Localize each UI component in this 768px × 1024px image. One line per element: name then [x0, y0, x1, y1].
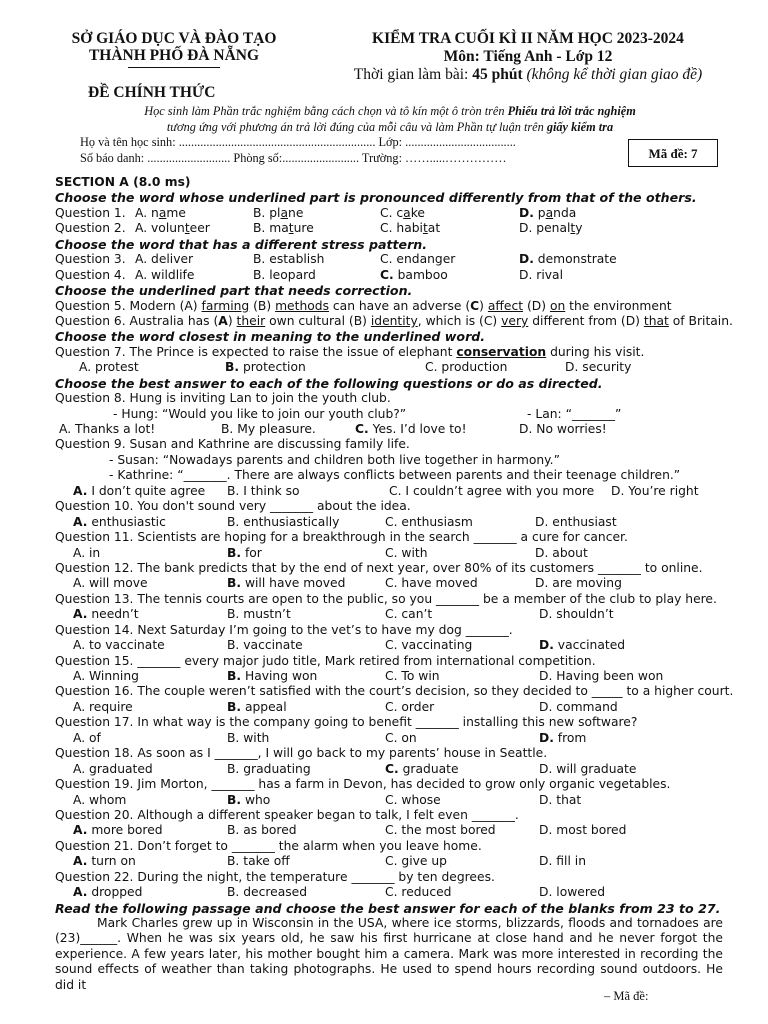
option-c: C. have moved: [385, 576, 478, 591]
option-d: D. penalty: [519, 221, 583, 236]
instr-text-2: tương ứng với phương án trả lời đúng của mỗi câu và làm Phần tự luận trên: [166, 120, 547, 134]
option-a: A. wildlife: [135, 267, 195, 282]
option-b: B. mature: [253, 221, 314, 236]
question-9: Question 9. Susan and Kathrine are discussing family life.: [55, 437, 410, 452]
exam-subject: Môn: Tiếng Anh - Lớp 12: [443, 48, 613, 65]
option-a: A. turn on: [73, 854, 136, 869]
question-22-options: [55, 885, 725, 900]
option-c: C. endanger: [380, 252, 456, 267]
instr-bold-1: Phiếu trả lời trắc nghiệm: [507, 104, 636, 118]
instruction-line-1: [70, 103, 710, 119]
option-b: B. appeal: [227, 699, 287, 714]
question-19: Question 19. Jim Morton, _______ has a farm in Devon, has decided to grow only organic vegetables.: [55, 777, 671, 792]
question-22: Question 22. During the night, the temperature _______ by ten degrees.: [55, 869, 495, 884]
option-c: C. bamboo: [380, 267, 448, 282]
question-11-options: [55, 546, 725, 561]
q9-susan: - Susan: “Nowadays parents and children both live together in harmony.”: [109, 452, 560, 467]
option-d: D. shouldn’t: [539, 607, 614, 622]
option-d: D. security: [565, 360, 632, 375]
option-d: D. Having been won: [539, 669, 664, 683]
option-c: C. can’t: [385, 607, 433, 622]
option-b: B. will have moved: [227, 576, 346, 591]
option-b: B. as bored: [227, 823, 297, 838]
option-a: A. more bored: [73, 823, 163, 838]
question-21: Question 21. Don’t forget to _______ the alarm when you leave home.: [55, 838, 482, 853]
option-c: C. To win: [385, 669, 440, 683]
exam-body: [55, 175, 734, 993]
q7-stem-2: during his visit.: [546, 344, 645, 359]
option-b: B. for: [227, 545, 262, 560]
option-a: A. enthusiastic: [73, 514, 166, 529]
exam-time: [318, 66, 738, 84]
question-5: Question 5. Modern (A) farming (B) methods can have an adverse (C) affect (D) on the environment: [55, 298, 672, 313]
question-13-options: [55, 607, 725, 622]
footer-exam-code: – Mã đề:: [604, 989, 649, 1003]
option-d: D. lowered: [539, 885, 606, 900]
question-18-options: [55, 762, 725, 777]
option-a: A. require: [73, 699, 133, 714]
instructions: [70, 103, 710, 135]
question-10: Question 10. You don't sound very _______ about the idea.: [55, 499, 411, 514]
option-d: D. vaccinated: [539, 638, 626, 653]
option-b: B. I think so: [227, 483, 300, 498]
department-line-2: THÀNH PHỐ ĐÀ NẴNG: [88, 47, 260, 64]
question-7: [55, 345, 725, 360]
option-b: B. with: [227, 730, 270, 745]
option-d: D. fill in: [539, 854, 586, 869]
direction-passage: Read the following passage and choose the best answer for each of the blanks from 23 to 27.: [55, 900, 721, 916]
question-14-options: [55, 638, 725, 653]
option-c: C. cake: [380, 205, 425, 220]
question-16-options: [55, 700, 725, 715]
option-c: C. whose: [385, 792, 441, 807]
option-a: A. to vaccinate: [73, 638, 165, 653]
option-a: A. volunteer: [135, 221, 210, 236]
exam-header: [318, 30, 738, 84]
question-3: [55, 252, 725, 267]
passage-text: Mark Charles grew up in Wisconsin in the USA, where ice storms, blizzards, floods and tornadoes are (23)______. When he was six years old, he saw his first hurricane at close hand and he never forgot the experience. A few years later, his mother bought him a camera. Mark was more interested in recording the sound effects of weather than taking photographs. He used to spend hours recording sound outdoors. He did it: [55, 916, 723, 992]
option-d: D. panda: [519, 205, 577, 220]
option-c: C. production: [425, 360, 508, 375]
question-21-options: [55, 854, 725, 869]
question-9-kathrine: [55, 468, 725, 483]
question-9-susan: [55, 453, 725, 468]
option-d: D. command: [539, 699, 618, 714]
option-a: A. dropped: [73, 885, 143, 900]
question-4: [55, 268, 725, 283]
instruction-line-2: [70, 119, 710, 135]
option-c: C. enthusiasm: [385, 514, 473, 529]
option-a: A. whom: [73, 792, 127, 807]
option-a: A. I don’t quite agree: [73, 483, 206, 498]
department-header: [58, 30, 290, 68]
section-a-heading: SECTION A (8.0 ms): [55, 175, 191, 189]
question-13: Question 13. The tennis courts are open to the public, so you _______ be a member of the club to play here.: [55, 591, 717, 606]
option-c: C. give up: [385, 854, 447, 869]
exam-code-box: Mã đề: 7: [628, 139, 718, 167]
direction-synonym: Choose the word closest in meaning to the underlined word.: [55, 329, 486, 345]
student-name-line: Họ và tên học sinh: ................................................................ Lớp: ....................................: [80, 135, 516, 149]
option-b: B. My pleasure.: [221, 422, 316, 436]
option-b: B. mustn’t: [227, 607, 291, 622]
option-a: A. graduated: [73, 761, 153, 776]
option-d: D. enthusiast: [535, 514, 617, 529]
department-line-1: SỞ GIÁO DỤC VÀ ĐÀO TẠO: [71, 30, 277, 47]
option-c: C. Yes. I’d love to!: [355, 422, 467, 436]
q7-key-word: conservation: [456, 344, 547, 359]
question-label: Question 4.: [55, 267, 126, 282]
question-9-options: [55, 484, 725, 499]
option-c: C. the most bored: [385, 823, 496, 838]
question-8-dialogue: [55, 407, 725, 422]
option-d: D. that: [539, 792, 582, 807]
option-a: A. name: [135, 205, 186, 220]
option-b: B. enthusiastically: [227, 514, 340, 529]
option-c: C. order: [385, 699, 435, 714]
option-b: B. plane: [253, 205, 304, 220]
option-a: A. deliver: [135, 252, 194, 267]
option-c: C. I couldn’t agree with you more: [389, 483, 595, 498]
q9-kathrine: - Kathrine: “_______. There are always conflicts between parents and their teenage children.”: [109, 468, 681, 483]
option-c: C. reduced: [385, 885, 452, 900]
instr-text-1: Học sinh làm Phần trắc nghiệm bằng cách chọn và tô kín một ô tròn trên: [144, 104, 508, 118]
option-d: D. are moving: [535, 576, 622, 591]
reading-passage: [55, 916, 723, 993]
option-c: C. with: [385, 545, 428, 560]
option-d: D. most bored: [539, 823, 627, 838]
question-label: Question 2.: [55, 221, 126, 236]
question-20-options: [55, 823, 725, 838]
option-d: D. will graduate: [539, 761, 637, 776]
q7-stem-1: Question 7. The Prince is expected to raise the issue of elephant: [55, 344, 457, 359]
q8-hung: - Hung: “Would you like to join our youth club?”: [113, 406, 407, 421]
question-label: Question 3.: [55, 252, 126, 267]
question-15: Question 15. _______ every major judo title, Mark retired from international competition.: [55, 653, 596, 668]
option-b: B. protection: [225, 360, 306, 375]
option-a: A. Winning: [73, 669, 139, 683]
option-c: C. on: [385, 730, 417, 745]
question-10-options: [55, 515, 725, 530]
direction-correction: Choose the underlined part that needs correction.: [55, 283, 413, 299]
option-b: B. take off: [227, 854, 290, 869]
option-d: D. from: [539, 730, 587, 745]
option-a: A. of: [73, 730, 101, 745]
question-8: Question 8. Hung is inviting Lan to join the youth club.: [55, 391, 391, 406]
question-7-options: [55, 360, 725, 375]
option-c: C. vaccinating: [385, 638, 473, 653]
q8-lan: - Lan: “_______”: [527, 406, 622, 421]
option-b: B. vaccinate: [227, 638, 303, 653]
option-d: D. You’re right: [611, 483, 699, 498]
option-d: D. about: [535, 545, 588, 560]
option-d: D. No worries!: [519, 422, 607, 436]
option-b: B. leopard: [253, 267, 316, 282]
question-17-options: [55, 731, 725, 746]
option-b: B. decreased: [227, 885, 308, 900]
question-12-options: [55, 576, 725, 591]
question-20: Question 20. Although a different speaker began to talk, I felt even _______.: [55, 807, 519, 822]
question-12: Question 12. The bank predicts that by the end of next year, over 80% of its customers _______ to online.: [55, 560, 703, 575]
option-a: A. in: [73, 545, 101, 560]
direction-pronunciation: Choose the word whose underlined part is pronounced differently from that of the others.: [55, 190, 697, 206]
option-b: B. who: [227, 792, 271, 807]
official-label: ĐỀ CHÍNH THỨC: [88, 84, 216, 101]
question-1: [55, 206, 725, 221]
question-8-options: [55, 422, 725, 437]
student-id-line: Số báo danh: ........................... Phòng số:......................... Trường: …….....……………: [80, 151, 507, 165]
option-c: C. habitat: [380, 221, 441, 236]
question-17: Question 17. In what way is the company going to benefit _______ installing this new software?: [55, 715, 638, 730]
direction-best-answer: Choose the best answer to each of the following questions or do as directed.: [55, 375, 603, 391]
option-a: A. Thanks a lot!: [59, 422, 156, 436]
direction-stress: Choose the word that has a different stress pattern.: [55, 236, 428, 252]
option-b: B. Having won: [227, 669, 318, 683]
question-15-options: [55, 669, 725, 684]
option-c: C. graduate: [385, 761, 459, 776]
time-prefix: Thời gian làm bài:: [353, 66, 473, 83]
option-d: D. rival: [519, 267, 563, 282]
header-divider: [128, 67, 220, 68]
option-b: B. establish: [253, 252, 325, 267]
exam-title: KIỂM TRA CUỐI KÌ II NĂM HỌC 2023-2024: [372, 30, 684, 47]
question-18: Question 18. As soon as I _______, I will go back to my parents’ house in Seattle.: [55, 746, 548, 761]
question-6: Question 6. Australia has (A) their own cultural (B) identity, which is (C) very different from (D) that of Britain.: [55, 313, 733, 328]
question-14: Question 14. Next Saturday I’m going to the vet’s to have my dog _______.: [55, 622, 513, 637]
option-b: B. graduating: [227, 761, 311, 776]
question-11: Question 11. Scientists are hoping for a breakthrough in the search _______ a cure for cancer.: [55, 530, 628, 545]
time-note: (không kể thời gian giao đề): [522, 66, 703, 83]
option-d: D. demonstrate: [519, 252, 617, 267]
question-19-options: [55, 793, 725, 808]
option-a: A. will move: [73, 576, 148, 591]
time-value: 45 phút: [472, 66, 523, 83]
question-16: Question 16. The couple weren’t satisfied with the court’s decision, so they decided to _____ to a higher court.: [55, 684, 734, 699]
option-a: A. protest: [79, 360, 139, 375]
option-a: A. needn’t: [73, 607, 139, 622]
question-label: Question 1.: [55, 205, 126, 220]
instr-bold-2: giấy kiểm tra: [546, 120, 614, 134]
question-2: [55, 221, 725, 236]
